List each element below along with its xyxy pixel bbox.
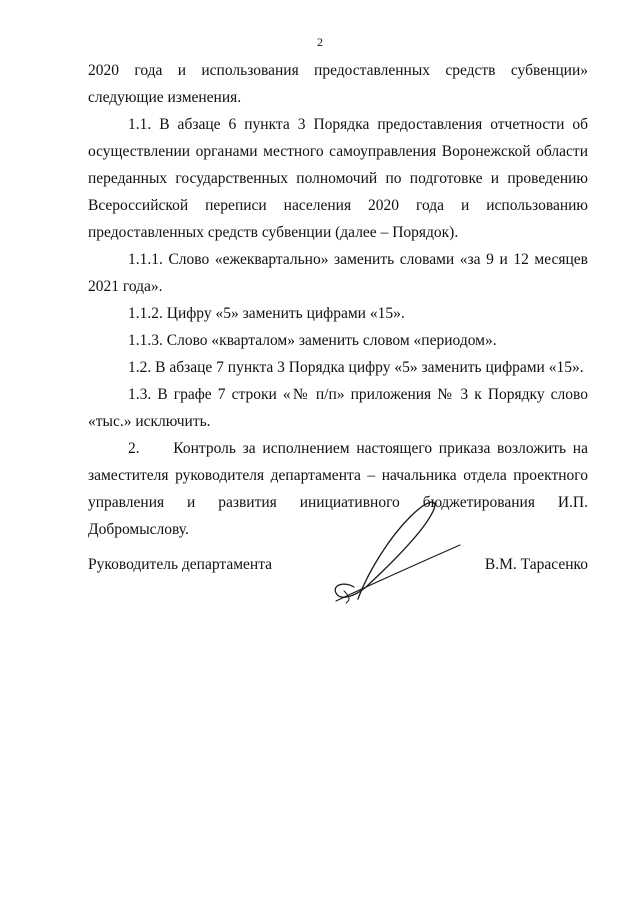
signatory-name: В.М. Тарасенко <box>484 556 588 573</box>
paragraph-1-2: 1.2. В абзаце 7 пункта 3 Порядка цифру «5» заменить цифрами «15». <box>128 359 584 376</box>
paragraph-1-1-2: 1.1.2. Цифру «5» заменить цифрами «15». <box>128 305 405 322</box>
paragraph-1-3: 1.3. В графе 7 строки «№ п/п» приложения № 3 к Порядку слово «тыс.» исключить. <box>88 386 588 430</box>
document-body <box>88 57 588 543</box>
paragraph-1-1-3: 1.1.3. Слово «кварталом» заменить словом «периодом». <box>128 332 497 349</box>
paragraph-1-1-1: 1.1.1. Слово «ежеквартально» заменить словами «за 9 и 12 месяцев 2021 года». <box>88 251 588 295</box>
paragraph-2: 2. Контроль за исполнением настоящего приказа возложить на заместителя руководителя департамента – начальника отдела проектного управления и развития инициативного бюджетирования И.П. Добромыслову. <box>88 440 588 538</box>
paragraph-1-1: 1.1. В абзаце 6 пункта 3 Порядка предоставления отчетности об осуществлении органами местного самоуправления Воронежской области переданных государственных полномочий по подготовке и проведению Всероссийской переписи населения 2020 года и использованию предоставленных средств субвенции (далее – Порядок). <box>88 116 588 241</box>
position-title: Руководитель департамента <box>88 556 273 573</box>
paragraph-intro: 2020 года и использования предоставленных средств субвенции» следующие изменения. <box>88 62 588 106</box>
handwritten-signature <box>310 495 470 610</box>
page-number: 2 <box>317 35 323 49</box>
